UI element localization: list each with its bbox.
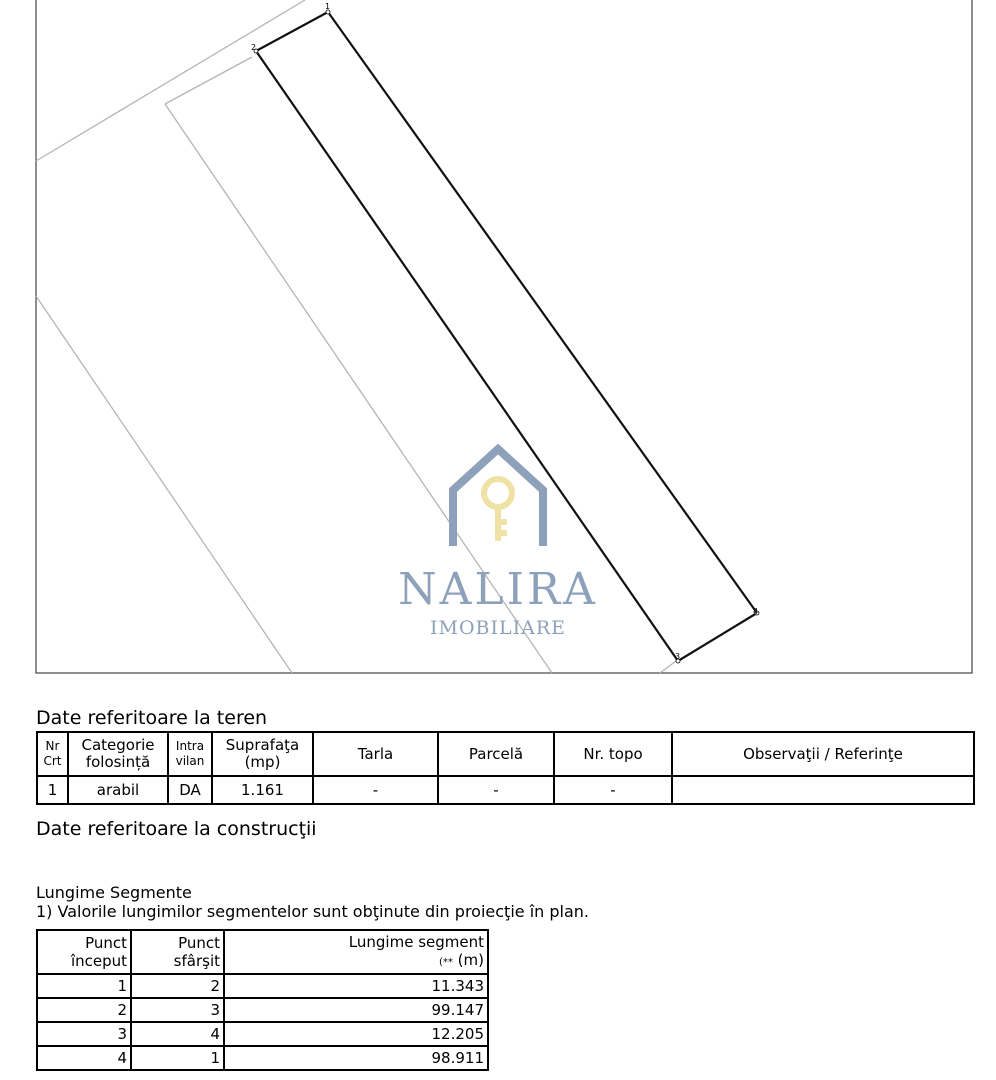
cell-nr-topo: - — [554, 776, 672, 804]
cell-observatii — [672, 776, 974, 804]
segmente-header-row — [37, 930, 488, 974]
point-2 — [251, 43, 258, 53]
constructii-heading: Date referitoare la construcţii — [36, 818, 317, 840]
col-nr-topo: Nr. topo — [554, 732, 672, 776]
col-suprafata: Suprafaţa (mp) — [212, 732, 313, 776]
cell-parcela: - — [438, 776, 554, 804]
cell-length: 99.147 — [224, 998, 488, 1022]
col-tarla: Tarla — [313, 732, 438, 776]
table-row — [37, 1022, 488, 1046]
cell-suprafata: 1.161 — [212, 776, 313, 804]
cell-tarla: - — [313, 776, 438, 804]
table-row — [37, 974, 488, 998]
cell-intravilan: DA — [168, 776, 212, 804]
cell-end: 3 — [131, 998, 224, 1022]
cell-nr: 1 — [37, 776, 68, 804]
segmente-table — [36, 929, 489, 1071]
svg-text:1: 1 — [325, 2, 331, 11]
svg-text:3: 3 — [675, 652, 681, 661]
cell-start: 2 — [37, 998, 131, 1022]
col-observatii: Observaţii / Referinţe — [672, 732, 974, 776]
col-intravilan: Intra vilan — [168, 732, 212, 776]
cell-end: 2 — [131, 974, 224, 998]
point-4 — [753, 607, 759, 616]
teren-table — [36, 731, 975, 805]
cell-end: 1 — [131, 1046, 224, 1070]
svg-text:4: 4 — [753, 607, 759, 616]
col-lungime-segment: Lungime segment (** (m) — [224, 930, 488, 974]
svg-text:2: 2 — [251, 43, 257, 52]
key-icon — [484, 479, 512, 541]
nalira-logo-watermark — [398, 449, 598, 639]
point-3 — [675, 652, 680, 663]
table-row — [37, 998, 488, 1022]
cell-end: 4 — [131, 1022, 224, 1046]
segmente-note: 1) Valorile lungimilor segmentelor sunt obţinute din proiecţie în plan. — [36, 902, 589, 921]
teren-header-row — [37, 732, 974, 776]
cell-start: 1 — [37, 974, 131, 998]
cell-start: 4 — [37, 1046, 131, 1070]
table-row — [37, 776, 974, 804]
cell-categorie: arabil — [68, 776, 168, 804]
teren-heading: Date referitoare la teren — [36, 707, 268, 729]
cell-length: 98.911 — [224, 1046, 488, 1070]
cell-length: 12.205 — [224, 1022, 488, 1046]
logo-title: NALIRA — [398, 564, 598, 615]
cell-start: 3 — [37, 1022, 131, 1046]
logo-subtitle: IMOBILIARE — [429, 617, 567, 639]
col-punct-sfarsit: Punct sfârşit — [131, 930, 224, 974]
cell-length: 11.343 — [224, 974, 488, 998]
col-punct-inceput: Punct început — [37, 930, 131, 974]
point-1 — [325, 2, 330, 14]
segmente-title: Lungime Segmente — [36, 883, 192, 902]
col-parcela: Parcelă — [438, 732, 554, 776]
col-nr-crt: Nr Crt — [37, 732, 68, 776]
table-row — [37, 1046, 488, 1070]
col-categorie: Categorie folosință — [68, 732, 168, 776]
